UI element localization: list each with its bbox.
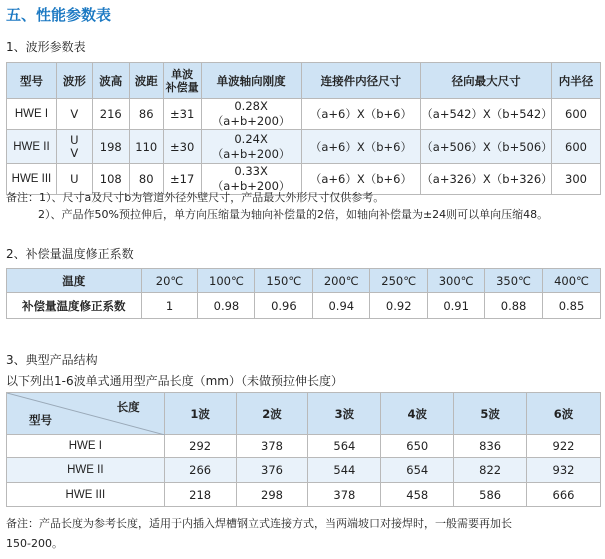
cell: 0.98 (198, 293, 255, 319)
cell: 0.92 (370, 293, 428, 319)
cell: 198 (92, 130, 129, 164)
cell: 600 (552, 99, 601, 130)
table-row (7, 99, 601, 130)
cell: （a+6）X（b+6） (301, 99, 421, 130)
cell: 266 (164, 458, 236, 483)
cell: 666 (527, 483, 601, 507)
cell: 458 (381, 483, 454, 507)
cell: 218 (164, 483, 236, 507)
wave-parameter-table (6, 62, 601, 195)
header-cell: 1波 (164, 393, 236, 435)
cell: HWE I (7, 435, 165, 458)
table-row (7, 130, 601, 164)
cell: 86 (129, 99, 163, 130)
temperature-correction-table (6, 268, 601, 319)
cell: 292 (164, 435, 236, 458)
cell: ±30 (163, 130, 201, 164)
header-cell: 100℃ (198, 269, 255, 293)
header-cell: 350℃ (485, 269, 543, 293)
cell: 300 (552, 164, 601, 195)
coefficient-row (7, 293, 601, 319)
cell: 0.96 (255, 293, 313, 319)
cell: 0.91 (428, 293, 485, 319)
cell: HWE I (7, 99, 57, 130)
header-cell: 波高 (92, 63, 129, 99)
section-2-heading: 2、补偿量温度修正系数 (6, 247, 134, 261)
cell: U (56, 164, 92, 195)
product-length-table (6, 392, 601, 507)
cell: 108 (92, 164, 129, 195)
cell: HWE III (7, 164, 57, 195)
section-3-subheading: 以下列出1-6波单式通用型产品长度（mm）（未做预拉伸长度） (6, 374, 343, 388)
header-cell: 单波轴向刚度 (201, 63, 301, 99)
header-cell: 200℃ (313, 269, 370, 293)
header-cell: 150℃ (255, 269, 313, 293)
coefficient-label: 补偿量温度修正系数 (7, 293, 142, 319)
cell: （a+506）X（b+506） (421, 130, 552, 164)
header-cell: 300℃ (428, 269, 485, 293)
cell: 822 (454, 458, 527, 483)
header-cell: 型号 (7, 63, 57, 99)
cell: 110 (129, 130, 163, 164)
section-3-note-line-1: 备注：产品长度为参考长度，适用于内插入焊槽钢立式连接方式，当两端坡口对接焊时，一般需要再加长 (6, 517, 512, 530)
header-cell: 2波 (236, 393, 308, 435)
header-cell: 径向最大尺寸 (421, 63, 552, 99)
cell: HWE III (7, 483, 165, 507)
cell: （a+6）X（b+6） (301, 130, 421, 164)
cell: 0.33X（a+b+200） (201, 164, 301, 195)
table-row (7, 458, 601, 483)
cell: V (56, 99, 92, 130)
section-3-heading: 3、典型产品结构 (6, 353, 98, 367)
header-cell: 400℃ (543, 269, 601, 293)
header-cell: 6波 (527, 393, 601, 435)
header-cell: 4波 (381, 393, 454, 435)
header-cell: 单波 补偿量 (163, 63, 201, 99)
header-cell: 5波 (454, 393, 527, 435)
section-1-note-1: 备注：1）、尺寸a及尺寸b为管道外径外壁尺寸，产品最大外形尺寸仅供参考。 (6, 191, 385, 204)
cell: 932 (527, 458, 601, 483)
cell: 378 (308, 483, 381, 507)
header-cell: 20℃ (141, 269, 198, 293)
cell: HWE II (7, 130, 57, 164)
section-3-note-line-2: 150-200。 (6, 537, 63, 550)
header-cell: 波距 (129, 63, 163, 99)
temperature-label: 温度 (7, 269, 142, 293)
cell: 0.24X（a+b+200） (201, 130, 301, 164)
cell: 586 (454, 483, 527, 507)
header-cell: 内半径 (552, 63, 601, 99)
corner-label-length: 长度 (116, 400, 140, 414)
cell: 544 (308, 458, 381, 483)
cell: 600 (552, 130, 601, 164)
cell: ±31 (163, 99, 201, 130)
header-cell: 连接件内径尺寸 (301, 63, 421, 99)
corner-header-cell (7, 393, 165, 435)
cell: 0.28X（a+b+200） (201, 99, 301, 130)
cell: 378 (236, 435, 308, 458)
cell: 654 (381, 458, 454, 483)
length-table-header-row (7, 393, 601, 435)
cell: 0.94 (313, 293, 370, 319)
header-cell: 250℃ (370, 269, 428, 293)
cell: （a+326）X（b+326） (421, 164, 552, 195)
cell: （a+6）X（b+6） (301, 164, 421, 195)
cell: U V (56, 130, 92, 164)
section-1-note-2: 2）、产品作50%预拉伸后，单方向压缩量为轴向补偿量的2倍，如轴向补偿量为±24则可以单向压缩48。 (38, 208, 549, 221)
cell: 564 (308, 435, 381, 458)
cell: 650 (381, 435, 454, 458)
corner-label-model: 型号 (29, 413, 52, 427)
cell: 216 (92, 99, 129, 130)
wave-table-header-row (7, 63, 601, 99)
cell: ±17 (163, 164, 201, 195)
page-title: 五、性能参数表 (6, 6, 112, 24)
cell: 298 (236, 483, 308, 507)
header-cell: 波形 (56, 63, 92, 99)
cell: 376 (236, 458, 308, 483)
header-cell: 3波 (308, 393, 381, 435)
section-1-heading: 1、波形参数表 (6, 40, 86, 54)
cell: 1 (141, 293, 198, 319)
table-row (7, 483, 601, 507)
table-row (7, 435, 601, 458)
cell: HWE II (7, 458, 165, 483)
cell: 80 (129, 164, 163, 195)
cell: 836 (454, 435, 527, 458)
cell: 0.88 (485, 293, 543, 319)
cell: （a+542）X（b+542） (421, 99, 552, 130)
cell: 922 (527, 435, 601, 458)
temperature-row (7, 269, 601, 293)
cell: 0.85 (543, 293, 601, 319)
